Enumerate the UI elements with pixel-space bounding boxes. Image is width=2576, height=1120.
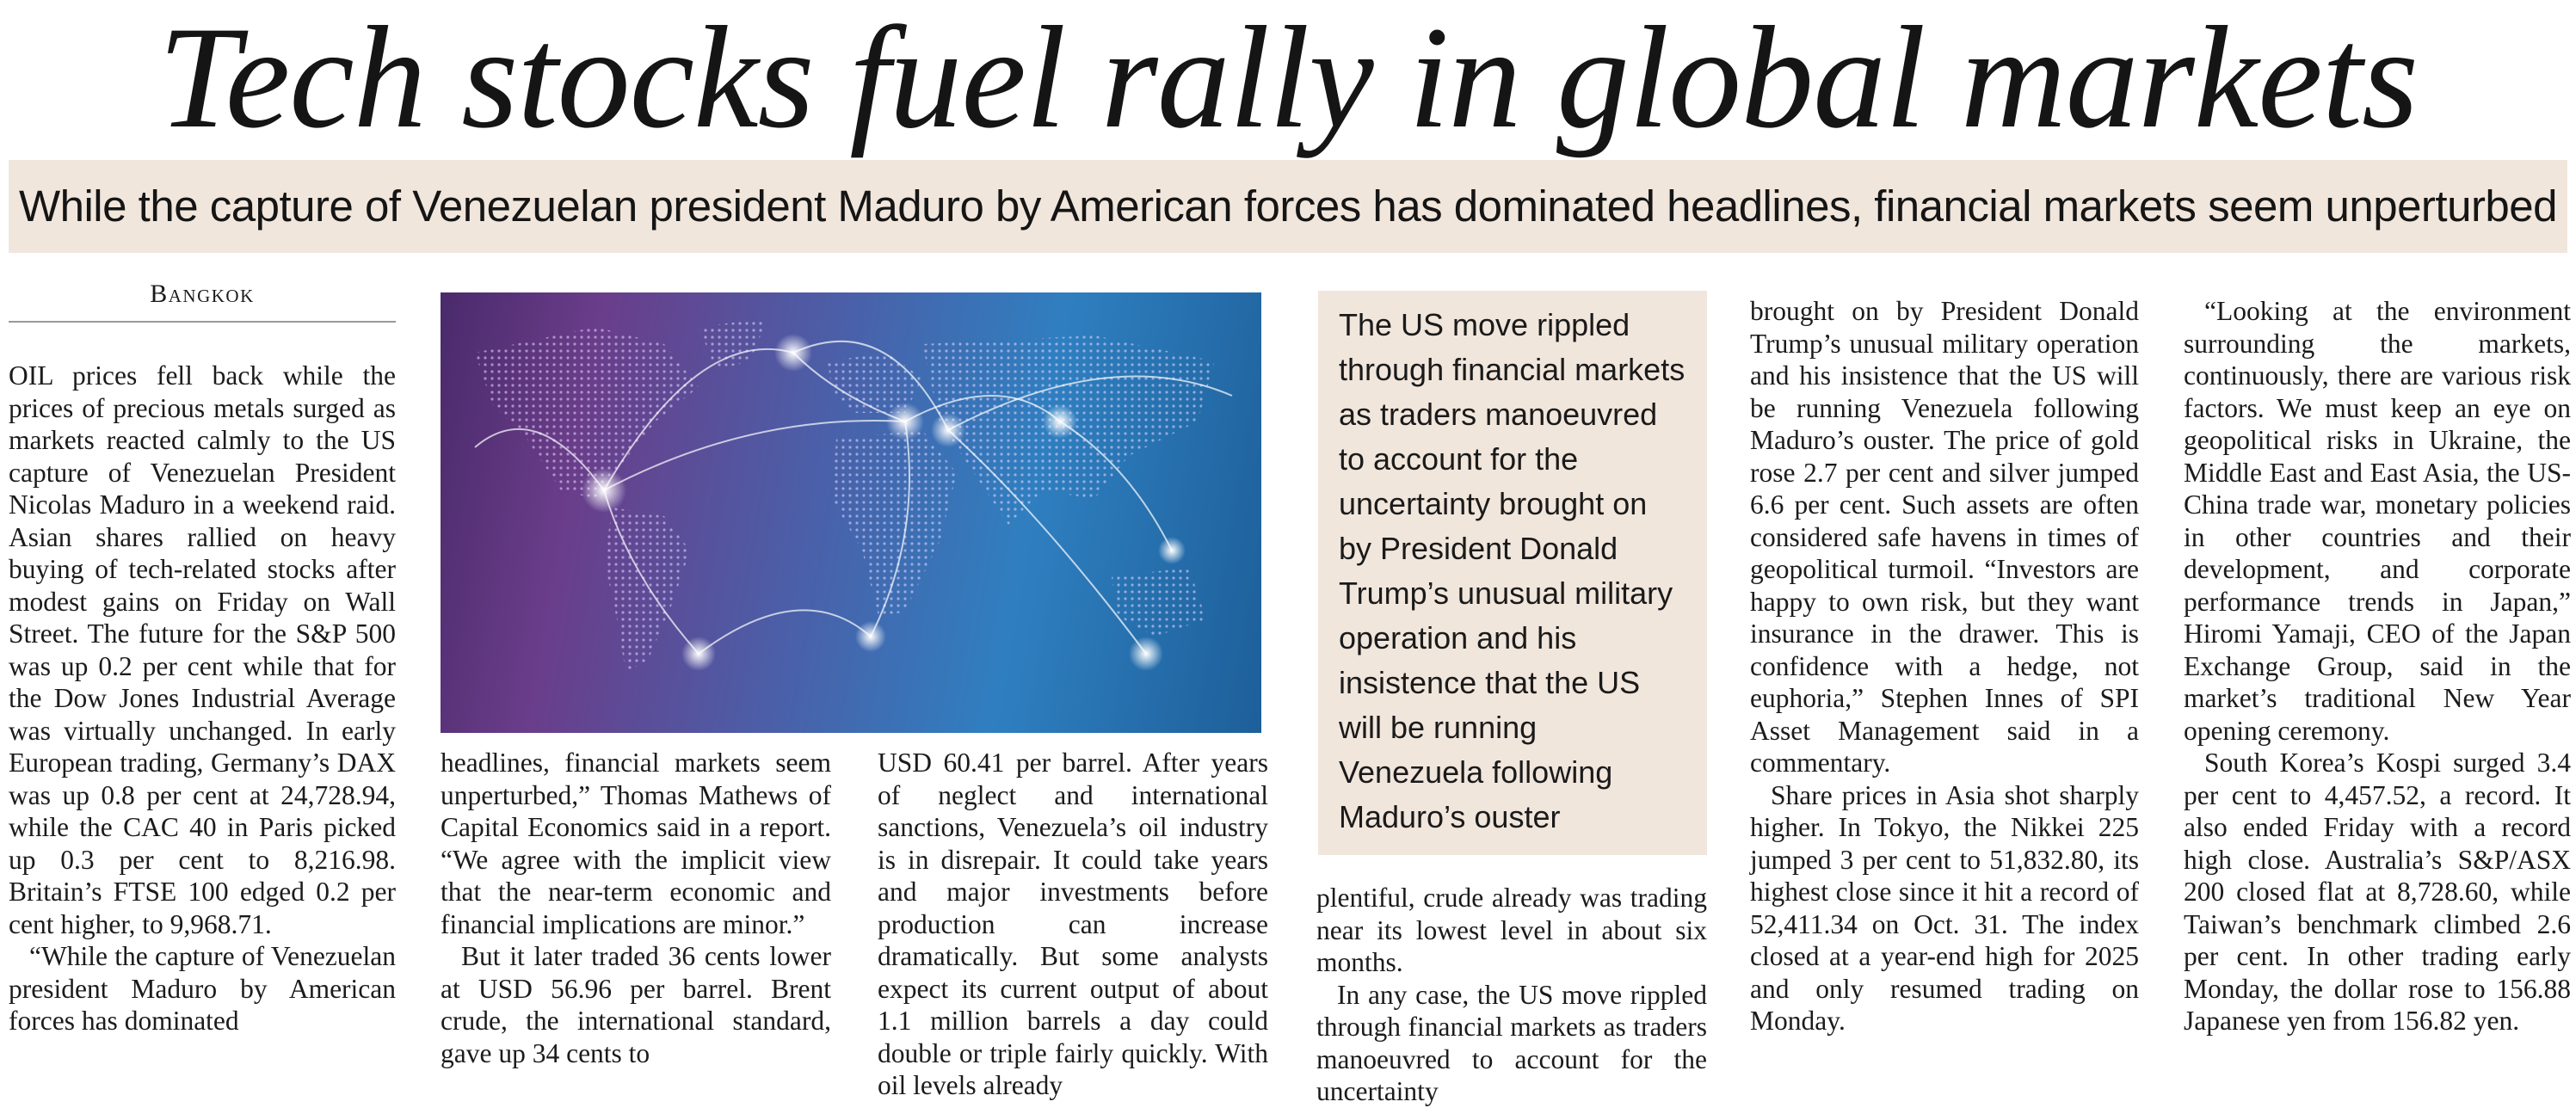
paragraph: In any case, the US move rippled through financial markets as traders manoeuvred to account for the uncertainty [1316,979,1707,1106]
paragraph: Share prices in Asia shot sharply higher. In Tokyo, the Nikkei 225 jumped 3 per cent to 51,832.80, its highest close since it hit a record of 52,411.34 on Oct. 31. The index closed at a year-end high for 2025 and only resumed trading on Monday. [1750,779,2139,1036]
article-column-3 [878,747,1268,1102]
paragraph: headlines, financial markets seem unperturbed,” Thomas Mathews of Capital Economics said in a report. “We agree with the implicit view that the near-term economic and financial implications are minor.” [441,748,831,939]
paragraph: But it later traded 36 cents lower at USD 56.96 per barrel. Brent crude, the international standard, gave up 34 cents to [441,941,831,1068]
paragraph: South Korea’s Kospi surged 3.4 per cent to 4,457.52, a record. It also ended Friday with a record high close. Australia’s S&P/ASX 200 closed flat at 8,728.60, while Taiwan’s benchmark climbed 2.6 per cent. In other trading early Monday, the dollar rose to 156.88 Japanese yen from 156.82 yen. [2184,748,2571,1036]
world-map-network-image [441,292,1261,733]
article-column-1 [9,360,396,1037]
paragraph: brought on by President Donald Trump’s unusual military operation and his insistence that the US will be running Venezuela following Maduro’s ouster. The price of gold rose 2.7 per cent and silver jumped 6.6 per cent. Such assets are often considered safe havens in times of geopolitical turmoil. “Investors are happy to own risk, but they want insurance in the drawer. This is confidence with a hedge, not euphoria,” Stephen Innes of SPI Asset Management said in a commentary. [1750,296,2139,778]
paragraph: plentiful, crude already was trading near its lowest level in about six months. [1316,883,1707,977]
article-column-6 [2184,295,2571,1037]
paragraph: OIL prices fell back while the prices of precious metals surged as markets reacted calmly to the US capture of Venezuelan President Nicolas Maduro in a weekend raid. Asian shares rallied on heavy buying of tech-related stocks after modest gains on Friday on Wall Street. The future for the S&P 500 was up 0.2 per cent while that for the Dow Jones Industrial Average was virtually unchanged. In early European trading, Germany’s DAX was up 0.8 per cent at 24,728.94, while the CAC 40 in Paris picked up 0.3 per cent to 8,216.98. Britain’s FTSE 100 edged 0.2 per cent higher, to 9,968.71. [9,360,396,939]
article-column-4 [1316,882,1707,1108]
pull-quote: The US move rippled through financial markets as traders manoeuvred to account for the uncertainty brought on by President Donald Trump’s unusual military operation and his insistence that the US will be running Venezuela following Maduro’s ouster [1318,291,1707,855]
deck-subheadline: While the capture of Venezuelan president Maduro by American forces has dominated headlines, financial markets seem unperturbed [9,160,2567,253]
paragraph: “Looking at the environment surrounding the markets, continuously, there are various risk factors. We must keep an eye on geopolitical risks in Ukraine, the Middle East and East Asia, the US-China trade war, monetary policies in other countries and their development, and corporate performance trends in Japan,” Hiromi Yamaji, CEO of the Japan Exchange Group, said in the market’s traditional New Year opening ceremony. [2184,296,2571,746]
article-column-5 [1750,295,2139,1037]
dateline: Bangkok [9,280,396,323]
headline: Tech stocks fuel rally in global markets [157,0,2419,158]
article-column-2 [441,747,831,1069]
paragraph: “While the capture of Venezuelan president Maduro by American forces has dominated [9,941,396,1036]
paragraph: USD 60.41 per barrel. After years of neglect and international sanctions, Venezuela’s oil industry is in disrepair. It could take years and major investments before production can increase dramatically. But some analysts expect its current output of about 1.1 million barrels a day could double or triple fairly quickly. With oil levels already [878,748,1268,1100]
